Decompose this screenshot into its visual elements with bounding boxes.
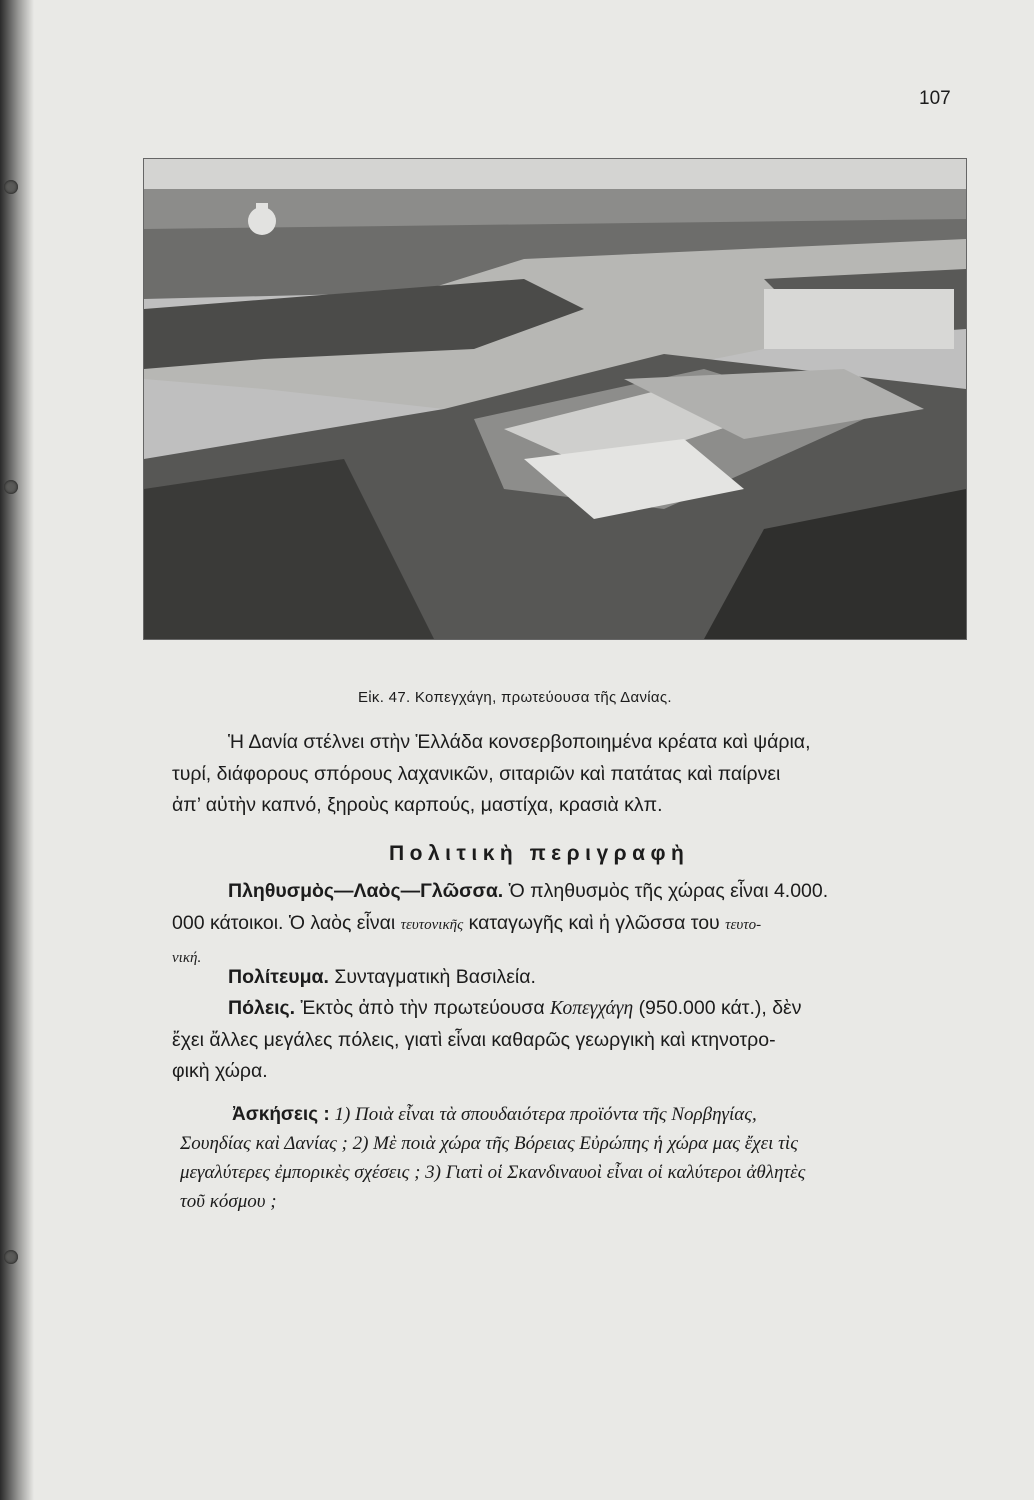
text-line: Πληθυσμὸς—Λαὸς—Γλῶσσα. Ὁ πληθυσμὸς τῆς χώρας εἶναι 4.000.: [228, 880, 829, 902]
text-line: τοῦ κόσμου ;: [180, 1191, 277, 1212]
binding-hole: [4, 180, 18, 194]
binding-shadow: [0, 0, 34, 1500]
cities-label: Πόλεις.: [228, 997, 296, 1019]
text-line: Σουηδίας καὶ Δανίας ; 2) Μὲ ποιὰ χώρα τῆς Βόρειας Εὐρώπης ἡ χώρα μας ἔχει τὶς: [180, 1133, 798, 1154]
text-line: Πολίτευμα. Συνταγματικὴ Βασιλεία.: [228, 966, 536, 988]
text-line: φικὴ χώρα.: [172, 1060, 268, 1082]
text-line: μεγαλύτερες ἐμπορικὲς σχέσεις ; 3) Γιατὶ οἱ Σκανδιναυοὶ εἶναι οἱ καλύτεροι ἀθλητὲς: [180, 1162, 806, 1183]
cities-paragraph: [172, 993, 972, 1088]
text-line: Ἀσκήσεις : 1) Ποιὰ εἶναι τὰ σπουδαιότερα προϊόντα τῆς Νορβηγίας,: [232, 1104, 757, 1125]
text-line: 000 κάτοικοι. Ὁ λαὸς εἶναι τευτονικῆς καταγωγῆς καὶ ἡ γλῶσσα του τευτο-: [172, 911, 762, 934]
harbor-illustration: [144, 159, 966, 639]
binding-hole: [4, 1250, 18, 1264]
government-label: Πολίτευμα.: [228, 966, 329, 988]
text-line: Πόλεις. Ἐκτὸς ἀπὸ τὴν πρωτεύουσα Κοπεγχάγη (950.000 κάτ.), δὲν: [228, 997, 802, 1019]
copenhagen-photo: [143, 158, 967, 640]
exercises-paragraph: [180, 1100, 980, 1216]
text-line: Ἡ Δανία στέλνει στὴν Ἑλλάδα κονσερβοποιημένα κρέατα καὶ ψάρια,: [228, 731, 811, 753]
binding-hole: [4, 480, 18, 494]
government-paragraph: [172, 962, 972, 994]
figure-caption: Εἰκ. 47. Κοπεγχάγη, πρωτεύουσα τῆς Δανίας.: [358, 689, 672, 706]
text-line: νική.: [172, 950, 202, 966]
page-number: 107: [919, 88, 951, 109]
intro-paragraph: [172, 727, 972, 822]
exercises-label: Ἀσκήσεις :: [232, 1104, 330, 1125]
text-line: τυρί, διάφορους σπόρους λαχανικῶν, σιταριῶν καὶ πατάτας καὶ παίρνει: [172, 762, 781, 785]
section-heading: Πολιτικὴ περιγραφὴ: [389, 842, 690, 865]
population-label: Πληθυσμὸς—Λαὸς—Γλῶσσα.: [228, 880, 504, 902]
population-paragraph: [172, 876, 972, 975]
text-line: ἀπ’ αὐτὴν καπνό, ξηροὺς καρπούς, μαστίχα, κρασιὰ κλπ.: [172, 794, 663, 816]
text-line: ἔχει ἄλλες μεγάλες πόλεις, γιατὶ εἶναι καθαρῶς γεωργικὴ καὶ κτηνοτρο-: [172, 1028, 776, 1051]
